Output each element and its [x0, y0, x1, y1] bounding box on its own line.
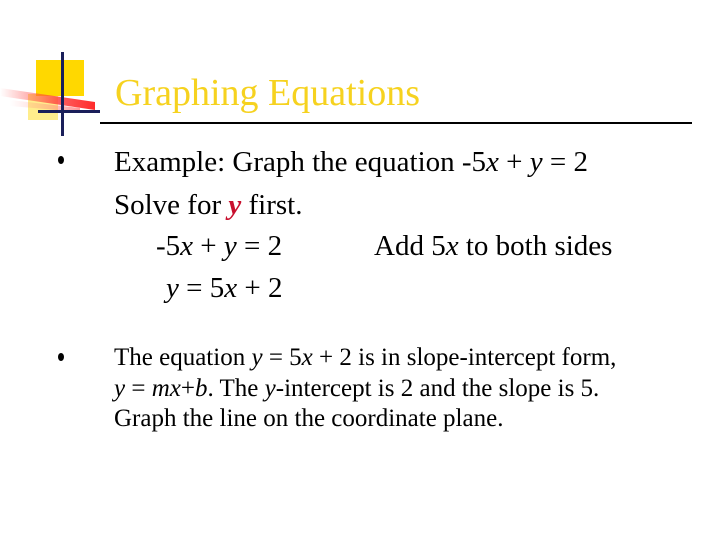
var-x: x — [445, 230, 459, 262]
text-run: Solve for — [114, 189, 229, 221]
var-y: y — [264, 375, 276, 402]
bullet-dot-2 — [58, 353, 64, 361]
graph-instruction-line: Graph the line on the coordinate plane. — [114, 405, 504, 432]
text-run: = 2 — [236, 230, 283, 262]
var-y: y — [114, 375, 126, 402]
step-note — [374, 232, 612, 261]
var-x: x — [224, 272, 238, 304]
text-run: + — [193, 230, 224, 262]
text-run: -5 — [156, 230, 181, 262]
text-run: Add 5 — [374, 230, 446, 262]
var-x: x — [486, 146, 499, 178]
text-run: = 5 — [262, 344, 302, 371]
var-x: x — [180, 230, 194, 262]
var-b: b — [194, 375, 208, 402]
var-y: y — [251, 344, 263, 371]
text-run: = — [125, 375, 152, 402]
text-run: + — [498, 146, 530, 178]
var-y: y — [223, 230, 237, 262]
var-x: x — [301, 344, 313, 371]
slide-title: Graphing Equations — [115, 72, 421, 114]
bullet-dot-1 — [58, 156, 64, 164]
text-run: = 5 — [178, 272, 225, 304]
title-divider — [100, 122, 692, 124]
slope-form-line — [114, 345, 616, 370]
var-mx: mx — [151, 375, 181, 402]
text-run: + 2 is in slope-intercept form, — [312, 344, 617, 371]
equation-step-1 — [156, 232, 282, 261]
equation-step-2 — [166, 274, 282, 303]
text-run: first. — [241, 189, 303, 221]
text-run: to both sides — [458, 230, 613, 262]
text-run: . The — [207, 375, 265, 402]
text-run: = 2 — [542, 146, 589, 178]
text-run: + 2 — [237, 272, 283, 304]
solve-for-line — [114, 191, 302, 220]
text-run: + — [180, 375, 195, 402]
intercept-line — [114, 376, 599, 401]
text-run: Example: Graph the equation -5 — [114, 146, 487, 178]
var-y-highlight: y — [228, 189, 242, 221]
var-y: y — [166, 272, 179, 304]
example-line — [114, 148, 588, 177]
var-y: y — [529, 146, 543, 178]
slide-logo-icon — [0, 50, 110, 140]
text-run: The equation — [114, 344, 252, 371]
text-run: -intercept is 2 and the slope is 5. — [275, 375, 600, 402]
